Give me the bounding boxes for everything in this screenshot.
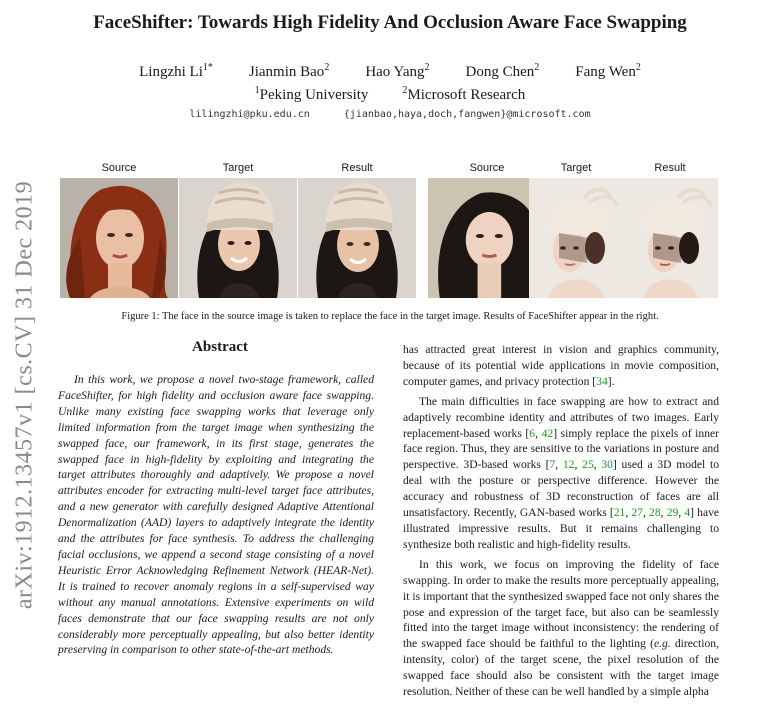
affiliation: $^1$Peking University [254, 85, 369, 103]
citation-link[interactable]: 29 [666, 506, 679, 520]
citation-link[interactable]: 34 [596, 374, 608, 388]
citation-link[interactable]: 25 [582, 458, 594, 472]
citation-link[interactable]: 12 [562, 458, 575, 472]
citation-link[interactable]: 6 [529, 426, 536, 440]
paper-title: FaceShifter: Towards High Fidelity And Occlusion Aware Face Swapping [93, 12, 687, 33]
author: Lingzhi $Li^{1*}$ [139, 62, 213, 80]
intro-paragraph-3: In this work, we focus on improving the fidelity of face swapping. In order to make the results more perceptually appealing, it is important that the synthesized swapped face not only shares the pose and expression of the target face, but also can be seamlessly fitted into the target image without inconsistency: the rendering of the swapped face should be faithful to the lighting (e.g. direction, intensity, color) of the target scene, the pixel resolution of the swapped face should also be consistent with the target image resolution. Neither of these can be well handled by a simple alpha [403, 557, 719, 699]
abstract-text [58, 372, 374, 658]
citation-link[interactable]: 27 [631, 506, 643, 520]
intro-paragraph-2: The main difficulties in face swapping are how to extract and adaptively recombine identity and attributes of two images. Early replacement-based works [6, 42] simply replace the pixels of inner face region. Thus, they are sensitive to the variations in posture and perspective. 3D-based works [7, 12, 25, 30] used a 3D model to deal with the posture or perspective difference. However the accuracy and robustness of 3D reconstruction of faces are all unsatisfactory. Recently, GAN-based works [21, 27, 28, 29, 4] have illustrated impressive results. But it remains challenging to synthesize both realistic and high-fidelity results. [403, 394, 720, 551]
result-face-image-1 [298, 178, 416, 298]
email: {jianbao,haya,doch,fangwen}@microsoft.com [343, 109, 591, 120]
affiliation-list [60, 85, 720, 104]
arxiv-stamp [10, 160, 40, 630]
citation-link[interactable]: 28 [649, 506, 661, 520]
figure-label-source-1: Source [101, 162, 137, 174]
result-face-image-2 [623, 178, 718, 298]
figure-label-result-1: Result [341, 162, 373, 174]
figure-caption: Figure 1: The face in the source image is taken to replace the face in the target image. Results of FaceShifter appear in the right. [121, 311, 659, 322]
figure-labels [0, 162, 772, 176]
author: Jianmin Bao$^2$ [248, 62, 330, 80]
figure-1 [60, 178, 720, 298]
author: Dong Chen$^2$ [465, 62, 540, 80]
affiliation: $^2$Microsoft Research [402, 85, 526, 103]
target-face-image-1 [179, 178, 297, 298]
citation-link[interactable]: 30 [601, 458, 613, 472]
citation-link[interactable]: 42 [541, 426, 554, 440]
citation-link[interactable]: 21 [613, 506, 626, 520]
arxiv-identifier: arXiv:1912.13457v1 [cs.CV] 31 Dec 2019 [11, 180, 38, 610]
target-face-image-2 [529, 178, 623, 298]
email: lilingzhi@pku.edu.cn [189, 109, 310, 120]
figure-label-target-1: Target [222, 162, 254, 174]
figure-label-target-2: Target [560, 162, 592, 174]
author: Hao Yang$^2$ [365, 62, 430, 80]
author-list [60, 62, 720, 81]
citation-link[interactable]: 7 [549, 458, 556, 472]
source-face-image-1 [60, 178, 178, 298]
abstract-heading: Abstract [192, 339, 248, 355]
intro-paragraph-1: has attracted great interest in vision and graphics community, because of its potential wide applications in movie composition, computer games, and privacy protection [34]. [403, 343, 719, 388]
figure-label-source-2: Source [469, 162, 505, 174]
abstract-paragraph: In this work, we propose a novel two-stage framework, called FaceShifter, for high fidelity and occlusion aware face swapping. Unlike many existing face swapping works that leverage only limited information from the target image when synthesizing the swapped face, our framework, in its first stage, generates the swapped face in high-fidelity by exploiting and integrating the target attributes thoroughly and adaptively. We propose a novel attributes encoder for extracting multi-level target face attributes, and a new generator with carefully designed Adaptive Attentional Denormalization (AAD) layers to adaptively integrate the identity and the attributes for face synthesis. To address the challenging facial occlusions, we append a second stage consisting of a novel Heuristic Error Acknowledging Refinement Network (HEAR-Net). It is trained to recover anomaly regions in a self-supervised way without any manual annotations. Extensive experiments on wild faces demonstrate that our face swapping results are not only considerably more perceptually appealing, but also better identity preserving in comparison to other state-of-the-art methods. [58, 373, 374, 657]
intro-column [403, 342, 719, 704]
email-list [60, 109, 720, 120]
author: Fang Wen$^2$ [575, 62, 641, 80]
citation-link[interactable]: 4 [684, 506, 691, 520]
figure-label-result-2: Result [654, 162, 686, 174]
